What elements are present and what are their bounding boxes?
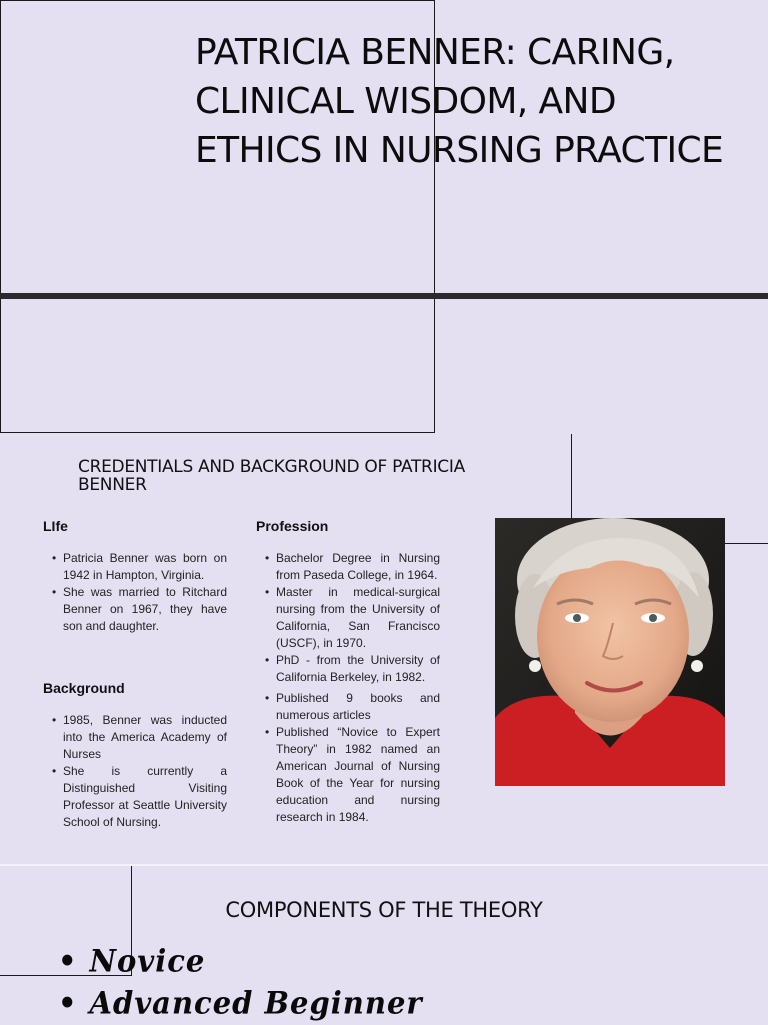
list-item xyxy=(58,939,423,983)
life-heading: LIfe xyxy=(43,518,68,534)
slide-title: PATRICIA BENNER: CARING, CLINICAL WISDOM, AND ETHICS IN NURSING PRACTICE xyxy=(195,32,724,171)
bullet-icon: • xyxy=(58,943,78,979)
portrait-image xyxy=(495,518,725,786)
list-item: • Patricia Benner was born on 1942 in Hampton, Virginia. xyxy=(43,550,227,584)
list-item: • She was married to Ritchard Benner on 1967, they have son and daughter. xyxy=(43,584,227,635)
background-section xyxy=(43,680,227,831)
profession-heading: Profession xyxy=(256,518,329,534)
list-item: • She is currently a Distinguished Visiting Professor at Seattle University School of Nursing. xyxy=(43,763,227,831)
list-item: • PhD - from the University of California Berkeley, in 1982. xyxy=(256,652,440,686)
list-item: • Published 9 books and numerous articles xyxy=(256,690,440,724)
life-list xyxy=(43,550,227,635)
list-item: • Published “Novice to Expert Theory” in 1982 named an American Journal of Nursing Book of the Year for nursing education and nursing research in 1984. xyxy=(256,724,440,826)
credentials-title: CREDENTIALS AND BACKGROUND OF PATRICIA BENNER xyxy=(78,457,465,495)
portrait-photo xyxy=(495,518,725,786)
frame-box-bottom xyxy=(0,298,435,433)
profession-section xyxy=(256,518,440,826)
divider-bar xyxy=(0,293,768,299)
stages-list xyxy=(58,940,423,1024)
list-item: • 1985, Benner was inducted into the America Academy of Nurses xyxy=(43,712,227,763)
profession-list xyxy=(256,550,440,826)
background-heading: Background xyxy=(43,680,125,696)
stage-label: Novice xyxy=(89,943,206,979)
life-section xyxy=(43,518,227,635)
background-list xyxy=(43,712,227,831)
list-item xyxy=(58,981,423,1025)
components-title: COMPONENTS OF THE THEORY xyxy=(225,898,543,922)
list-item: • Master in medical-surgical nursing from the University of California, San Francisco (USCF), in 1970. xyxy=(256,584,440,652)
bullet-icon: • xyxy=(58,985,78,1021)
list-item: • Bachelor Degree in Nursing from Paseda College, in 1964. xyxy=(256,550,440,584)
stage-label: Advanced Beginner xyxy=(89,985,423,1021)
